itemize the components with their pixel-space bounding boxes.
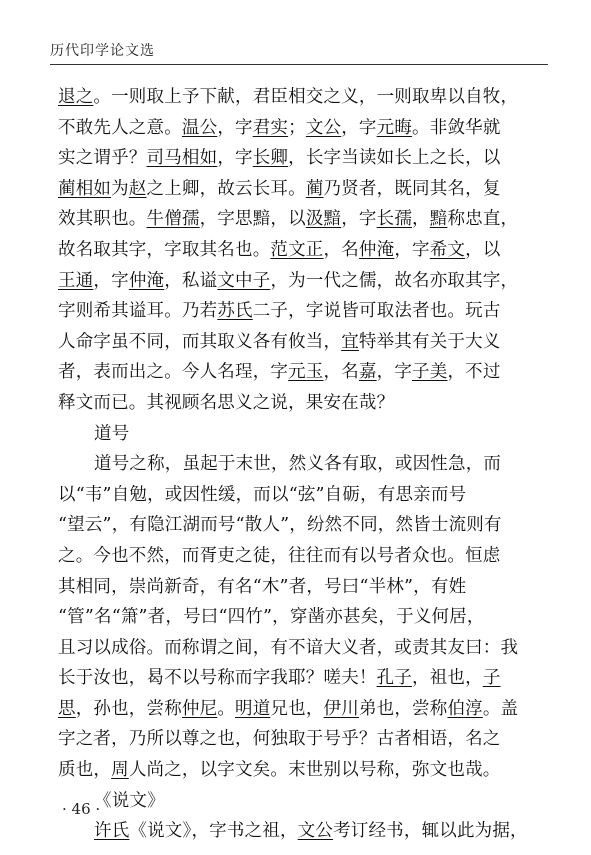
text-run: 兄也， [270,698,324,719]
proper-name: 退之 [58,87,94,107]
text-run: 考订经书，辄以此为据， [333,821,528,842]
text-run: ，字思黯，以 [199,209,306,230]
text-run: 其相同，崇尚新奇，有名“木”者，号曰“半林”，有姓 [58,576,467,597]
text-run: ，字 [394,239,430,260]
text-run: ，名 [323,239,359,260]
text-run: ，私谥 [164,270,218,291]
text-run: 之。今也不然，而胥吏之徒，往往而有以号者众也。恒虑 [58,545,501,566]
text-run: “望云”，有隐江湖而号“散人”，纷然不同，然皆士流则有 [58,515,502,536]
proper-name: 范文正 [270,239,324,260]
text-run: ，名 [323,362,359,383]
text-run: 人尚之，以字文矣。末世别以号称，弥文也哉。 [128,760,501,781]
text-run: 长于汝也，曷不以号称而字我耶？嗟夫！ [58,668,377,689]
text-line [58,633,548,664]
text-run: ，字 [217,148,253,169]
text-line [58,82,548,113]
section-heading-shuowen: 《说文》 [94,790,165,811]
text-run: 者，表而出之。今人名珵，字 [58,362,289,383]
text-run: 故名取其字，字取其名也。 [58,239,271,260]
text-run: 弟也，尝称 [358,698,448,719]
proper-name: 宜 [341,331,359,352]
text-run: 。非敛华就 [412,117,501,138]
proper-name: 牛僧孺 [146,209,200,230]
proper-name: 周 [111,760,129,781]
proper-name: 文公 [297,821,334,842]
paragraph-names-and-styles [58,82,548,419]
proper-name: 伯淳 [447,698,483,719]
proper-name: 伊川 [323,698,359,719]
text-line [58,724,548,755]
text-run: 且习以成俗。而称谓之间，有不谙大义者，或责其友曰：我 [58,637,519,658]
text-run: 不敢先人之意。 [58,117,182,138]
proper-name: 黯 [429,209,448,230]
proper-name: 子美 [412,362,448,383]
text-run: 为 [111,178,129,199]
text-run: ，字 [341,209,377,230]
proper-name: 君实 [252,117,289,138]
text-line [58,510,548,541]
text-line [58,204,548,235]
text-line [58,388,548,419]
proper-name: 孔子 [376,668,413,689]
text-run: 《说文》，字书之祖， [129,821,298,842]
proper-name: 长孺 [376,209,413,230]
text-run: ，字 [93,270,129,291]
text-line [58,663,548,694]
text-run: 。 [217,698,236,719]
proper-name: 汲黯 [305,209,342,230]
text-line [58,572,548,603]
section-heading-daohao: 道号 [94,423,130,444]
proper-name: 元晦 [376,117,413,138]
text-line [58,174,548,205]
text-run: 人命字虽不同，而其取义各有攸当， [58,331,342,352]
text-line [58,755,548,786]
proper-name: 赵 [128,178,147,199]
text-run: 效其职也。 [58,209,147,230]
proper-name: 司马相如 [146,148,218,169]
proper-name: 苏氏 [217,301,253,322]
proper-name: 希文 [429,239,466,260]
proper-name: 蔺 [305,178,324,199]
text-run: ，以 [465,239,501,260]
text-run: 二子，字说皆可取法者也。玩古 [252,301,501,322]
text-line [58,480,548,511]
text-run: ，长字当读如长上之长，以 [288,148,501,169]
text-run: ， [412,209,430,230]
text-run: ，字 [217,117,253,138]
text-run: 以“韦”自勉，或因性缓，而以“弦”自砺，有思亲而号 [58,484,467,505]
text-run: 字则希其谥耳。乃若 [58,301,218,322]
proper-name: 仲淹 [358,239,395,260]
text-run: 实之谓乎？ [58,148,147,169]
header-rule [50,64,548,65]
text-run: 之上卿，故云长耳。 [146,178,306,199]
text-run: 特举其有关于大义 [358,331,501,352]
proper-name: 仲淹 [128,270,165,291]
text-line [58,327,548,358]
text-line [58,816,548,847]
proper-name: 王通 [58,270,94,291]
text-run: 道号之称，虽起于末世，然义各有取，或因性急，而 [94,454,502,475]
text-line [58,235,548,266]
text-line [58,266,548,297]
text-run: ，为一代之儒，故名亦取其字， [270,270,519,291]
text-line [58,143,548,174]
text-line [58,602,548,633]
text-run: 称忠直， [447,209,519,230]
proper-name: 仲尼 [181,698,218,719]
page-body [58,82,548,847]
text-run: ，字 [376,362,413,383]
proper-name: 许氏 [94,821,130,842]
text-run: 释文而已。其视顾名思义之说，果安在哉？ [58,392,395,413]
text-line [58,694,548,725]
text-run: 。一则取上予下献，君臣相交之义，一则取卑以自牧， [93,87,519,107]
running-header: 历代印学论文选 [50,43,155,59]
text-run: ，孙也，尝称 [75,698,182,719]
text-line [58,541,548,572]
text-run: ； [288,117,306,138]
paragraph-shuowen [58,816,548,847]
page-number: · 46 · [62,800,101,818]
proper-name: 思 [58,698,76,719]
text-run: 。盖 [482,698,519,719]
text-line [58,449,548,480]
proper-name: 长卿 [252,148,289,169]
proper-name: 蔺相如 [58,178,112,199]
text-run: ，祖也， [412,668,483,689]
proper-name: 子 [482,668,501,689]
text-line [58,113,548,144]
proper-name: 元玉 [288,362,324,383]
text-run: ，字 [341,117,377,138]
proper-name: 文公 [305,117,342,138]
text-run: ，不过 [447,362,501,383]
text-line [58,296,548,327]
proper-name: 温公 [181,117,218,138]
proper-name: 文中子 [217,270,271,291]
text-run: 字之者，乃所以尊之也，何独取于号乎？古者相语，名之 [58,729,501,750]
text-line [58,357,548,388]
paragraph-daohao [58,449,548,786]
proper-name: 明道 [235,698,271,719]
text-run: “管”名“箫”者，号曰“四竹”，穿凿亦甚矣，于义何居， [58,607,485,628]
text-run: 乃贤者，既同其名，复 [323,178,501,199]
text-run: 质也， [58,760,112,781]
proper-name: 嘉 [358,362,377,383]
